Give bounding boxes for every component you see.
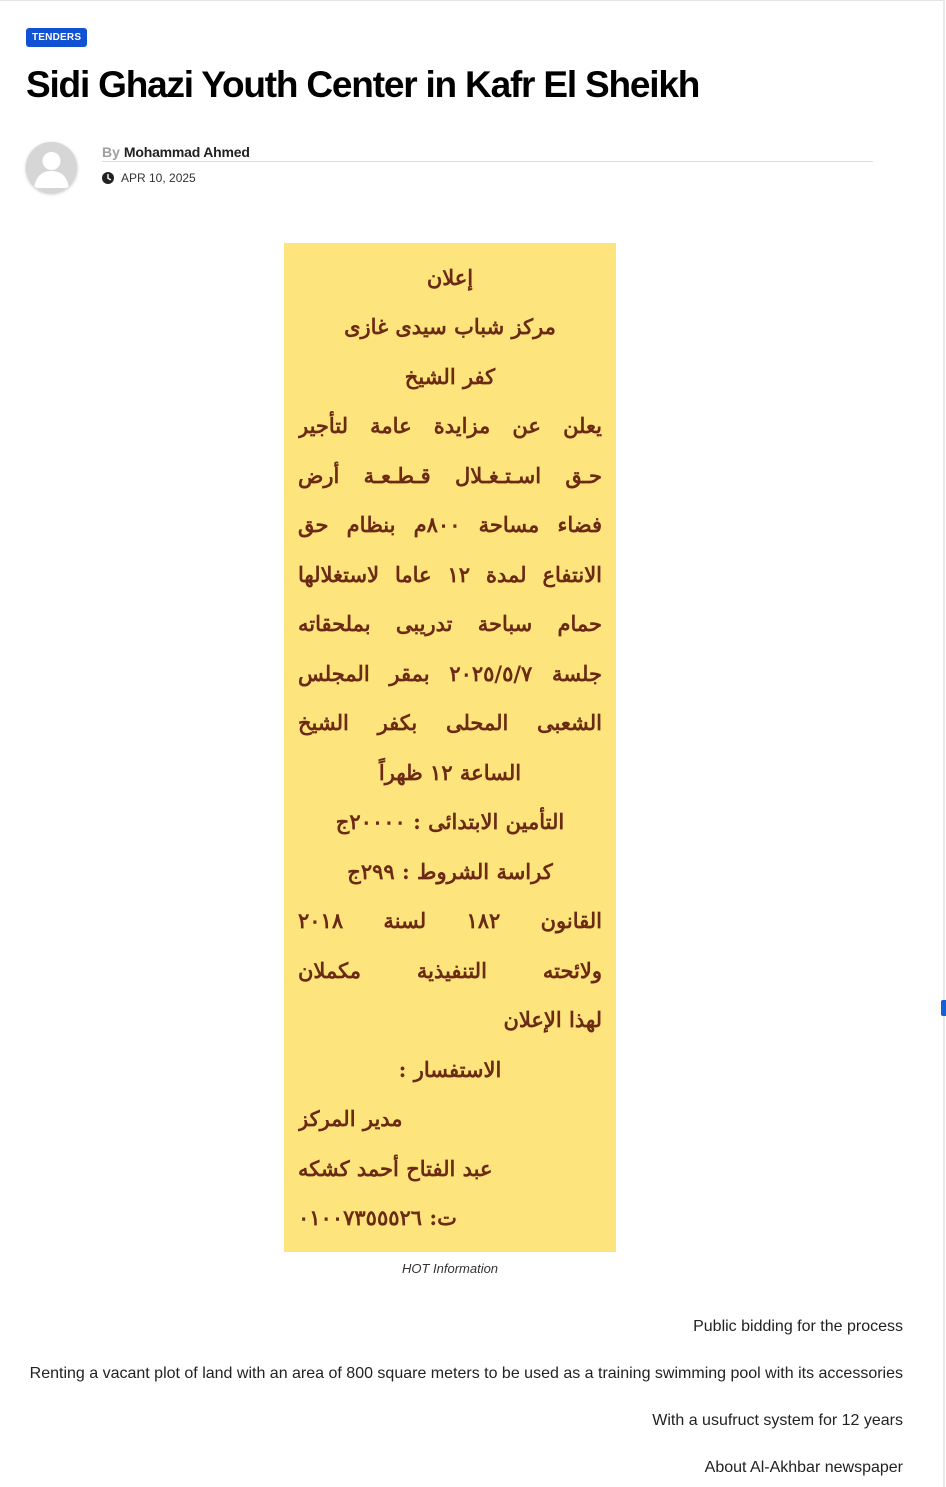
category-badge[interactable]: TENDERS — [26, 28, 87, 47]
article-paragraph: Renting a vacant plot of land with an area of 800 square meters to be used as a training swimming pool with its accessories — [29, 1365, 903, 1382]
article-paragraph: About Al-Akhbar newspaper — [704, 1459, 903, 1476]
by-label: By — [102, 144, 120, 160]
article-paragraph: With a usufruct system for 12 years — [652, 1412, 903, 1429]
user-avatar-icon — [26, 142, 77, 193]
ad-line: لهذا الإعلان — [503, 1007, 602, 1032]
author-avatar[interactable] — [26, 142, 77, 193]
ad-line: جلسة ٢٠٢٥/٥/٧ بمقر المجلس — [298, 661, 602, 686]
post-date[interactable]: APR 10, 2025 — [121, 171, 196, 185]
ad-line: يعلن عن مزايدة عامة لتأجير — [298, 413, 602, 438]
ad-line: مركز شباب سيدى غازى — [344, 314, 556, 339]
clock-icon — [102, 172, 114, 184]
ad-line: كراسة الشروط : ٢٩٩ج — [347, 859, 553, 884]
ad-line: فضاء مساحة ٨٠٠م بنظام حق — [298, 512, 602, 537]
top-divider — [0, 0, 943, 1]
side-edge-tab[interactable] — [941, 1000, 946, 1016]
tender-ad-image[interactable] — [284, 243, 616, 1252]
ad-line: مدير المركز — [298, 1106, 403, 1131]
ad-line: ولائحته التنفيذية مكملان — [298, 958, 602, 983]
ad-line: كفر الشيخ — [404, 364, 496, 389]
author-link[interactable]: Mohammad Ahmed — [123, 144, 250, 160]
ad-line: عبد الفتاح أحمد كشكه — [298, 1156, 493, 1181]
ad-line: التأمين الابتدائى : ٢٠٠٠٠ج — [335, 809, 565, 834]
scrollbar-track[interactable] — [943, 0, 945, 1487]
ad-line: ت: ٠١٠٠٧٣٥٥٥٢٦ — [298, 1205, 457, 1230]
article-paragraph: Public bidding for the process — [693, 1318, 903, 1335]
ad-line: الاستفسار : — [398, 1057, 502, 1082]
ad-line: حمام سباحة تدريبى بملحقاته — [298, 611, 602, 636]
ad-line: إعلان — [426, 265, 474, 290]
post-date-row — [102, 170, 196, 186]
image-caption: HOT Information — [401, 1261, 499, 1276]
byline — [102, 143, 873, 162]
ad-line: حـق اسـتـغـلال قـطـعـة أرض — [298, 463, 602, 488]
post-title: Sidi Ghazi Youth Center in Kafr El Sheikh — [26, 64, 700, 105]
ad-line: الساعة ١٢ ظهراً — [378, 760, 522, 785]
ad-line: القانون ١٨٢ لسنة ٢٠١٨ — [298, 908, 602, 933]
ad-line: الشعبى المحلى بكفر الشيخ — [298, 710, 602, 735]
ad-line: الانتفاع لمدة ١٢ عاما لاستغلالها — [298, 562, 602, 587]
